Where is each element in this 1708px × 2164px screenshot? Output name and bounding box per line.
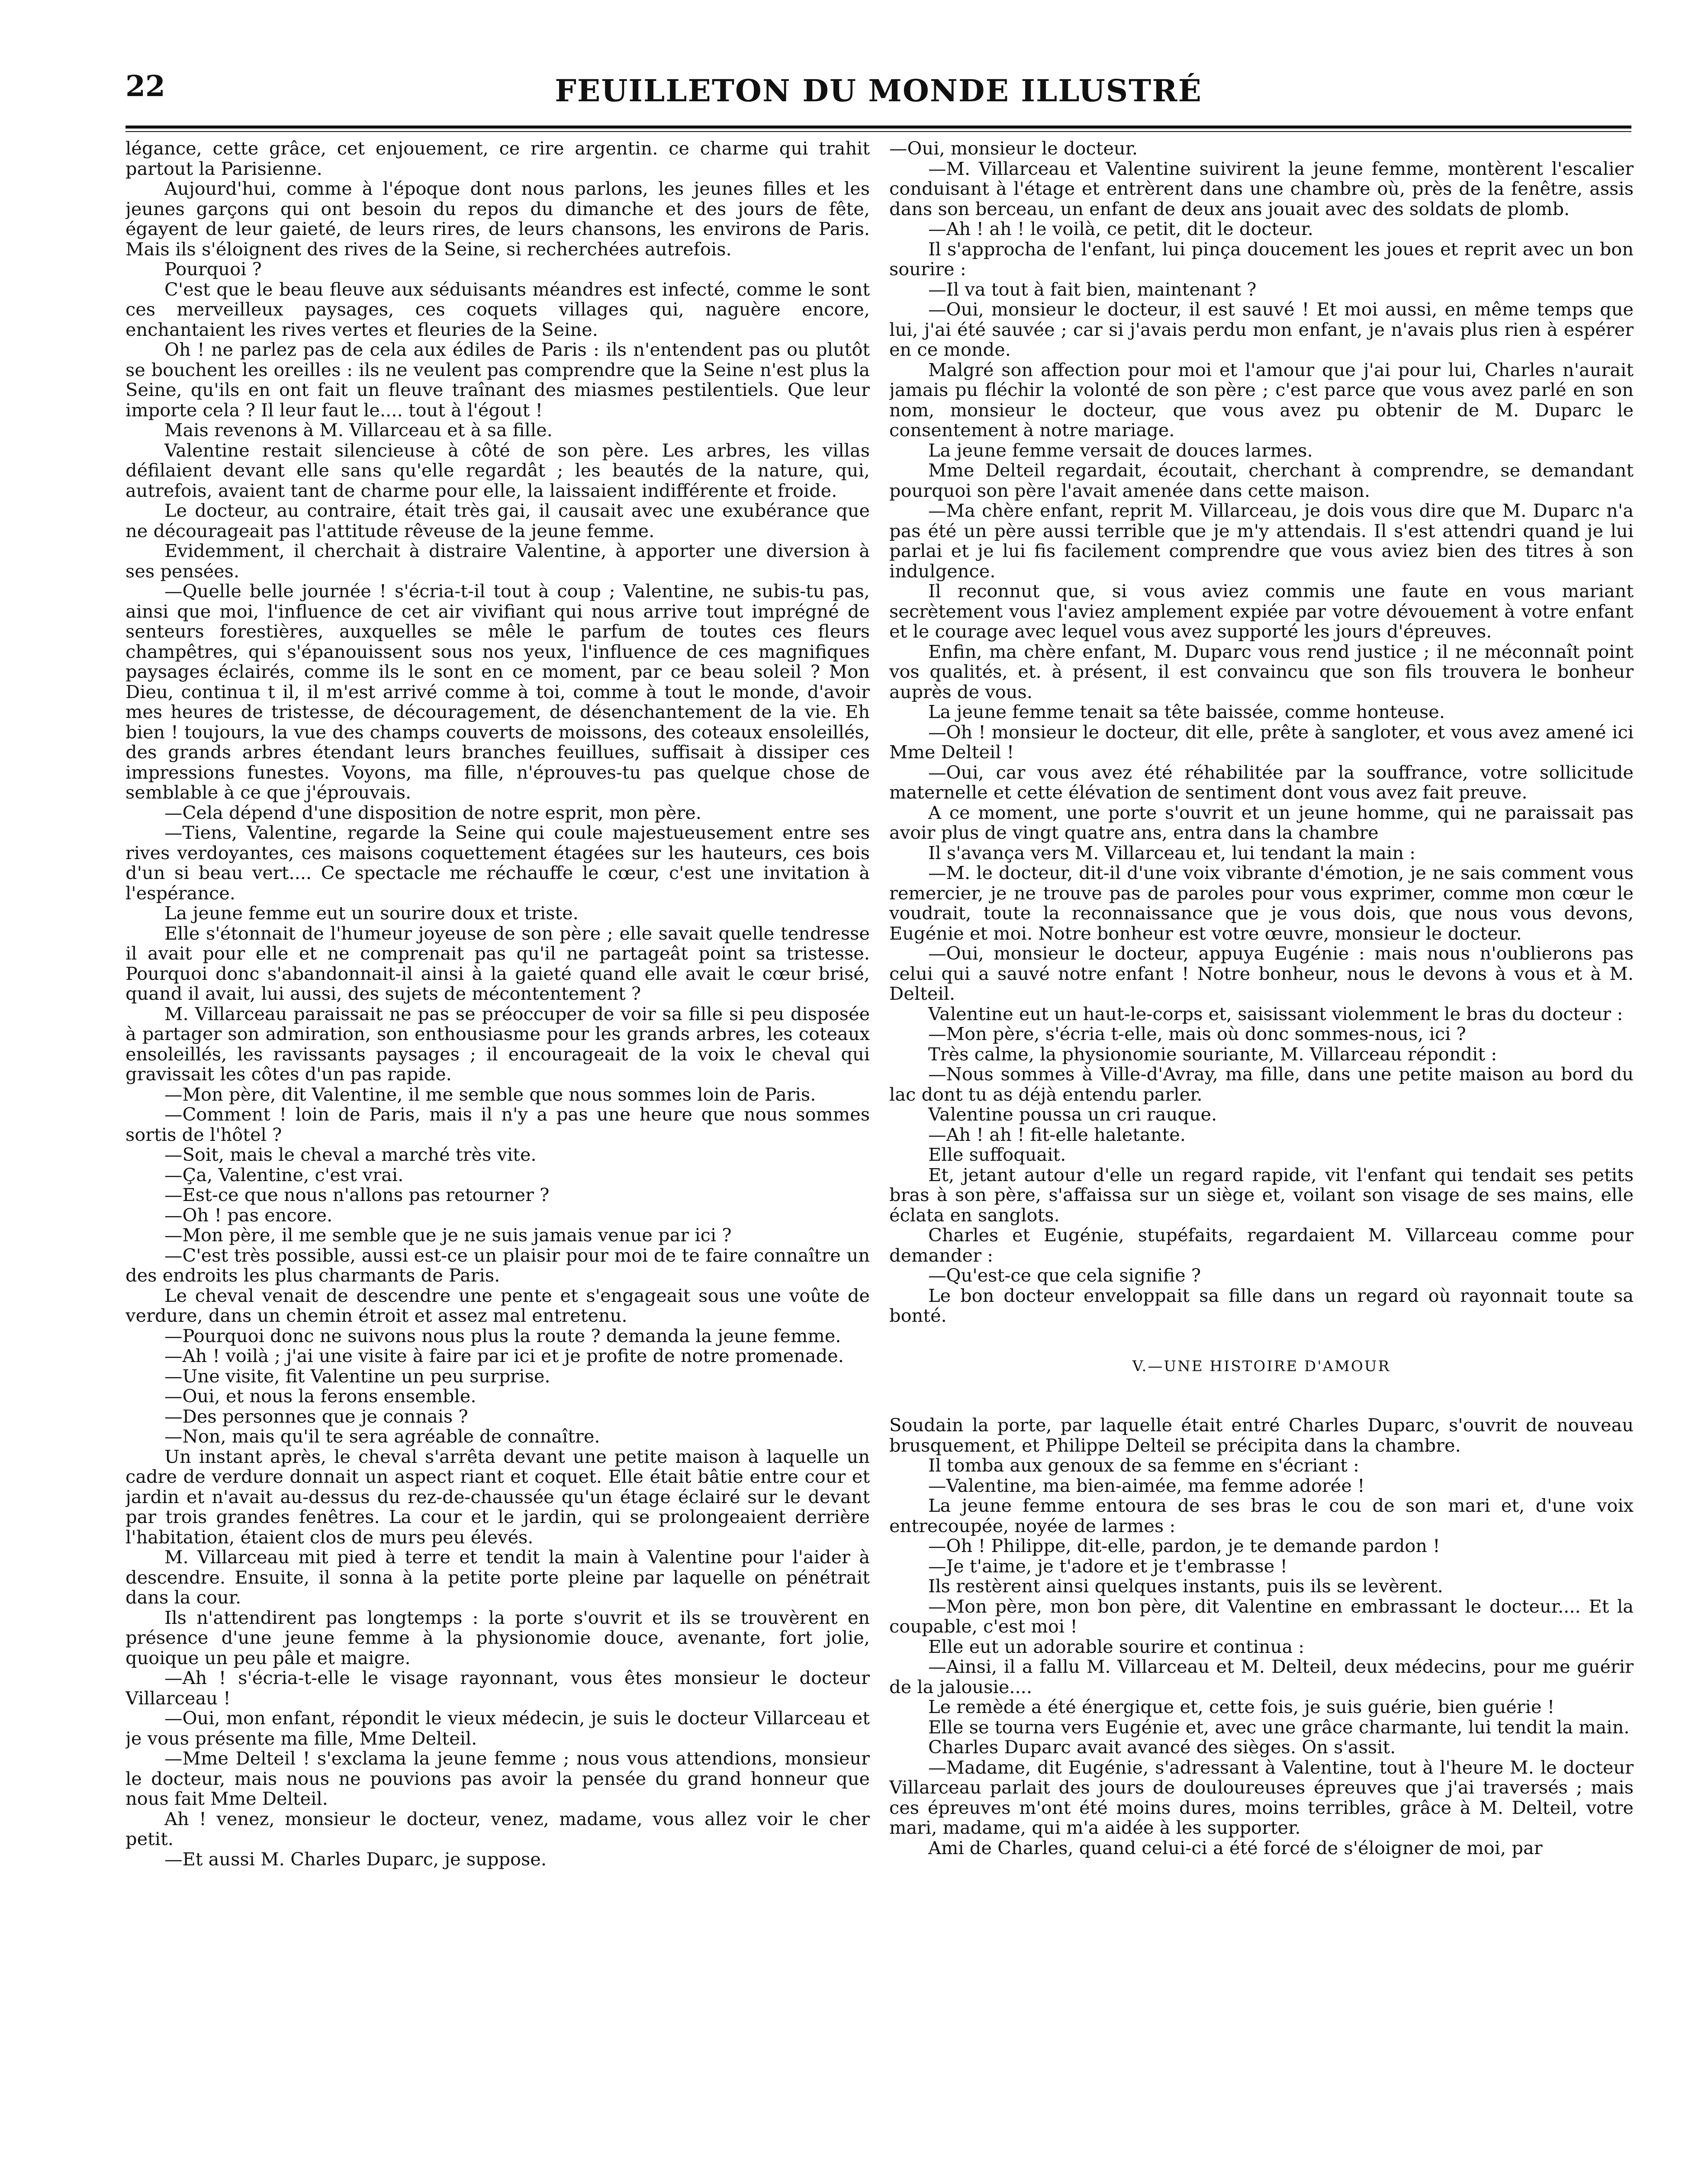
paragraph: Il s'avança vers M. Villarceau et, lui tendant la main :	[928, 842, 1416, 863]
paragraph: C'est que le beau fleuve aux séduisants méandres est infecté, comme le sont ces merveilleux paysages, ces coquets villages qui, naguère encore, enchantaient les rives vertes et fleuries de la Seine.	[125, 278, 870, 340]
paragraph: Valentine eut un haut-le-corps et, saisissant violemment le bras du docteur :	[928, 1003, 1623, 1024]
paragraph: Oh ! ne parlez pas de cela aux édiles de Paris : ils n'entendent pas ou plutôt se bouchent les oreilles : ils ne veulent pas comprendre que la Seine n'est plus la Seine, qu'ils en ont fait un fleuve traînant des miasmes pestilentiels. Que leur importe cela ? Il leur faut le.... tout à l'égout !	[125, 339, 870, 421]
right-column-part-a	[889, 138, 1634, 1326]
paragraph: —Mme Delteil ! s'exclama la jeune femme ; nous vous attendions, monsieur le docteur, mais nous ne pouvions pas avoir la pensée du grand honneur que nous fait Mme Delteil.	[125, 1748, 870, 1809]
paragraph: —Ça, Valentine, c'est vrai.	[164, 1164, 404, 1185]
paragraph: —Ah ! ah ! le voilà, ce petit, dit le docteur.	[928, 218, 1314, 239]
left-column	[125, 138, 870, 2164]
paragraph: —Est-ce que nous n'allons pas retourner ?	[164, 1184, 550, 1205]
paragraph: Il reconnut que, si vous aviez commis une faute en vous mariant secrètement vous l'aviez amplement expiée par votre dévouement à votre enfant et le courage avec lequel vous avez supporté les jours d'épreuves.	[889, 580, 1634, 642]
paragraph: —Oui, car vous avez été réhabilitée par la souffrance, votre sollicitude maternelle et cette élévation de sentiment dont vous avez fait preuve.	[889, 761, 1634, 803]
header-rule-thin	[125, 131, 1631, 132]
paragraph: M. Villarceau mit pied à terre et tendit la main à Valentine pour l'aider à descendre. Ensuite, il sonna à la petite porte pleine par laquelle on pénétrait dans la cour.	[125, 1546, 870, 1608]
paragraph: La jeune femme versait de douces larmes.	[928, 439, 1313, 461]
paragraph: Elle s'étonnait de l'humeur joyeuse de son père ; elle savait quelle tendresse il avait pour elle et ne comprenait pas qu'il ne partageât point sa tristesse. Pourquoi donc s'abandonnait-il ainsi à la gaieté quand elle avait le cœur brisé, quand il avait, lui aussi, des sujets de mécontentement ?	[125, 922, 870, 1004]
paragraph: Ami de Charles, quand celui-ci a été forcé de s'éloigner de moi, par	[928, 1837, 1543, 1858]
paragraph: Ils restèrent ainsi quelques instants, puis ils se levèrent.	[928, 1575, 1443, 1597]
paragraph: Evidemment, il cherchait à distraire Valentine, à apporter une diversion à ses pensées.	[125, 540, 870, 582]
paragraph: Charles Duparc avait avancé des sièges. On s'assit.	[928, 1736, 1396, 1758]
paragraph: M. Villarceau paraissait ne pas se préoccuper de voir sa fille si peu disposée à partager son admiration, son enthousiasme pour les grands arbres, les coteaux ensoleillés, les ravissants paysages ; il encourageait de la voix le cheval qui gravissait les côtes d'un pas rapide.	[125, 1003, 870, 1085]
paragraph: —Ah ! s'écria-t-elle le visage rayonnant, vous êtes monsieur le docteur Villarceau !	[125, 1667, 870, 1709]
paragraph: Ah ! venez, monsieur le docteur, venez, madame, vous allez voir le cher petit.	[125, 1808, 870, 1849]
paragraph: —Des personnes que je connais ?	[164, 1405, 468, 1427]
page-header	[125, 69, 1631, 126]
paragraph: —Madame, dit Eugénie, s'adressant à Valentine, tout à l'heure M. le docteur Villarceau parlait des jours de douloureuses épreuves que j'ai traversés ; mais ces épreuves m'ont été moins dures, moins terribles, grâce à M. Delteil, votre mari, madame, qui m'a aidée à les supporter.	[889, 1756, 1634, 1838]
paragraph: Elle se tourna vers Eugénie et, avec une grâce charmante, lui tendit la main.	[928, 1716, 1630, 1738]
paragraph: —Non, mais qu'il te sera agréable de connaître.	[164, 1426, 600, 1447]
right-column	[889, 138, 1634, 2164]
paragraph: —Il va tout à fait bien, maintenant ?	[928, 278, 1257, 300]
paragraph: Mais revenons à M. Villarceau et à sa fille.	[164, 419, 553, 441]
paragraph: —M. le docteur, dit-il d'une voix vibrante d'émotion, je ne sais comment vous remercier, je ne trouve pas de paroles pour vous exprimer, comme mon cœur le voudrait, toute la reconnaissance que je vous dois, que nous vous devons, Eugénie et moi. Notre bonheur est votre œuvre, monsieur le docteur.	[889, 862, 1634, 944]
page-number: 22	[125, 69, 165, 103]
paragraph: Valentine restait silencieuse à côté de son père. Les arbres, les villas défilaient devant elle sans qu'elle regardât ; les beautés de la nature, qui, autrefois, avaient tant de charme pour elle, la laissaient indifférente et froide.	[125, 439, 870, 501]
paragraph: —Nous sommes à Ville-d'Avray, ma fille, dans une petite maison au bord du lac dont tu as déjà entendu parler.	[889, 1063, 1634, 1105]
paragraph: —Oh ! Philippe, dit-elle, pardon, je te demande pardon !	[928, 1535, 1440, 1556]
paragraph: —M. Villarceau et Valentine suivirent la jeune femme, montèrent l'escalier conduisant à l'étage et entrèrent dans une chambre où, près de la fenêtre, assis dans son berceau, un enfant de deux ans jouait avec des soldats de plomb.	[889, 158, 1634, 219]
paragraph: La jeune femme entoura de ses bras le cou de son mari et, d'une voix entrecoupée, noyée de larmes :	[889, 1495, 1634, 1536]
paragraph: —Oui, monsieur le docteur.	[889, 138, 1138, 159]
paragraph: —C'est très possible, aussi est-ce un plaisir pour moi de te faire connaître un des endroits les plus charmants de Paris.	[125, 1244, 870, 1286]
paragraph: A ce moment, une porte s'ouvrit et un jeune homme, qui ne paraissait pas avoir plus de vingt quatre ans, entra dans la chambre	[889, 802, 1634, 843]
paragraph: Valentine poussa un cri rauque.	[928, 1104, 1217, 1125]
paragraph: —Mon père, mon bon père, dit Valentine en embrassant le docteur.... Et la coupable, c'est moi !	[889, 1595, 1634, 1637]
paragraph: Mme Delteil regardait, écoutait, cherchant à comprendre, se demandant pourquoi son père l'avait amenée dans cette maison.	[889, 460, 1634, 501]
paragraph: —Mon père, dit Valentine, il me semble que nous sommes loin de Paris.	[164, 1083, 816, 1105]
paragraph: Le docteur, au contraire, était très gai, il causait avec une exubérance que ne décourageait pas l'attitude rêveuse de la jeune femme.	[125, 500, 870, 541]
paragraph: —Ainsi, il a fallu M. Villarceau et M. Delteil, deux médecins, pour me guérir de la jalousie....	[889, 1656, 1634, 1697]
paragraph: Un instant après, le cheval s'arrêta devant une petite maison à laquelle un cadre de verdure donnait un aspect riant et coquet. Elle était bâtie entre cour et jardin et n'avait au-dessus du rez-de-chaussée qu'un étage éclairé sur le devant par trois grandes fenêtres. La cour et le jardin, qui se prolongeaient derrière l'habitation, étaient clos de murs peu élevés.	[125, 1446, 870, 1548]
paragraph: Très calme, la physionomie souriante, M. Villarceau répondit :	[928, 1043, 1497, 1065]
paragraph: —Oui, mon enfant, répondit le vieux médecin, je suis le docteur Villarceau et je vous présente ma fille, Mme Delteil.	[125, 1707, 870, 1749]
paragraph: —Mon père, s'écria t-elle, mais où donc sommes-nous, ici ?	[928, 1023, 1466, 1044]
paragraph: Le cheval venait de descendre une pente et s'engageait sous une voûte de verdure, dans un chemin étroit et assez mal entretenu.	[125, 1285, 870, 1326]
paragraph: —Oui, monsieur le docteur, il est sauvé ! Et moi aussi, en même temps que lui, j'ai été sauvée ; car si j'avais perdu mon enfant, je n'avais plus rien à espérer en ce monde.	[889, 299, 1634, 360]
paragraph: —Comment ! loin de Paris, mais il n'y a pas une heure que nous sommes sortis de l'hôtel ?	[125, 1104, 870, 1145]
paragraph: —Quelle belle journée ! s'écria-t-il tout à coup ; Valentine, ne subis-tu pas, ainsi que moi, l'influence de cet air vivifiant qui nous arrive tout imprégné de senteurs forestières, auxquelles se mêle le parfum de toutes ces fleurs champêtres, qui s'épanouissent sous nos yeux, l'influence de ces magnifiques paysages éclairés, comme ils le sont en ce moment, par ce beau soleil ? Mon Dieu, continua t il, il m'est arrivé comme à toi, comme à tout le monde, d'avoir mes heures de tristesse, de découragement, de désenchantement de la vie. Eh bien ! toujours, la vue des champs couverts de moissons, des coteaux ensoleillés, des grands arbres étendant leurs branches feuillues, suffisait à dissiper ces impressions funestes. Voyons, ma fille, n'éprouves-tu pas quelque chose de semblable à ce que j'éprouvais.	[125, 580, 870, 803]
paragraph: Enfin, ma chère enfant, M. Duparc vous rend justice ; il ne méconnaît point vos qualités, et. à présent, il est convaincu que son fils trouvera le bonheur auprès de vous.	[889, 641, 1634, 702]
paragraph: Il s'approcha de l'enfant, lui pinça doucement les joues et reprit avec un bon sourire :	[889, 238, 1634, 280]
paragraph: Elle suffoquait.	[928, 1144, 1066, 1165]
paragraph: Malgré son affection pour moi et l'amour que j'ai pour lui, Charles n'aurait jamais pu fléchir la volonté de son père ; c'est parce que vous avez parlé en son nom, monsieur le docteur, que vous avez pu obtenir de M. Duparc le consentement à notre mariage.	[889, 359, 1634, 441]
paragraph: La jeune femme eut un sourire doux et triste.	[164, 902, 579, 924]
paragraph: —Oh ! pas encore.	[164, 1204, 333, 1226]
paragraph: —Une visite, fit Valentine un peu surprise.	[164, 1365, 550, 1387]
paragraph: —Qu'est-ce que cela signifie ?	[928, 1265, 1201, 1286]
paragraph: —Oui, monsieur le docteur, appuya Eugénie : mais nous n'oublierons pas celui qui a sauvé notre enfant ! Notre bonheur, nous le devons à vous et à M. Delteil.	[889, 943, 1634, 1004]
paragraph: —Soit, mais le cheval a marché très vite.	[164, 1144, 537, 1165]
paragraph: —Cela dépend d'une disposition de notre esprit, mon père.	[164, 802, 701, 823]
paragraph: —Je t'aime, je t'adore et je t'embrasse !	[928, 1555, 1288, 1577]
paragraph: Le remède a été énergique et, cette fois, je suis guérie, bien guérie !	[928, 1696, 1555, 1717]
paragraph: —Ah ! voilà ; j'ai une visite à faire par ici et je profite de notre promenade.	[164, 1345, 844, 1366]
paragraph: Charles et Eugénie, stupéfaits, regardaient M. Villarceau comme pour demander :	[889, 1224, 1634, 1266]
paragraph: Elle eut un adorable sourire et continua :	[928, 1636, 1305, 1657]
paragraph: —Pourquoi donc ne suivons nous plus la route ? demanda la jeune femme.	[164, 1325, 841, 1346]
paragraph: Et, jetant autour d'elle un regard rapide, vit l'enfant qui tendait ses petits bras à son père, s'affaissa sur un siège et, voilant son visage de ses mains, elle éclata en sanglots.	[889, 1164, 1634, 1226]
paragraph: —Ma chère enfant, reprit M. Villarceau, je dois vous dire que M. Duparc n'a pas été un père aussi terrible que je m'y attendais. Il s'est attendri quand je lui parlai et je lui fis facilement comprendre que vous aviez bien des titres à son indulgence.	[889, 500, 1634, 582]
paragraph: Pourquoi ?	[164, 258, 262, 280]
paragraph: Le bon docteur enveloppait sa fille dans un regard où rayonnait toute sa bonté.	[889, 1285, 1634, 1326]
paragraph: Ils n'attendirent pas longtemps : la porte s'ouvrit et ils se trouvèrent en présence d'une jeune femme à la physionomie douce, avenante, fort jolie, quoique un peu pâle et maigre.	[125, 1607, 870, 1668]
paragraph: —Mon père, il me semble que je ne suis jamais venue par ici ?	[164, 1224, 732, 1246]
paragraph: —Tiens, Valentine, regarde la Seine qui coule majestueusement entre ses rives verdoyantes, ces maisons coquettement étagées sur les hauteurs, ces bois d'un si beau vert.... Ce spectacle me réchauffe le cœur, c'est une invitation à l'espérance.	[125, 822, 870, 904]
paragraph: —Valentine, ma bien-aimée, ma femme adorée !	[928, 1475, 1365, 1496]
section-heading: V.—UNE HISTOIRE D'AMOUR	[1132, 1357, 1391, 1375]
header-rule-thick	[125, 126, 1631, 129]
paragraph: Aujourd'hui, comme à l'époque dont nous parlons, les jeunes filles et les jeunes garçons qui ont besoin du repos du dimanche et des jours de fête, égayent de leur gaieté, de leurs rires, de leurs chansons, les environs de Paris. Mais ils s'éloignent des rives de la Seine, si recherchées autrefois.	[125, 178, 870, 260]
running-title: FEUILLETON DU MONDE ILLUSTRÉ	[555, 73, 1202, 109]
paragraph: Il tomba aux genoux de sa femme en s'écriant :	[928, 1455, 1359, 1476]
paragraph: —Ah ! ah ! fit-elle haletante.	[928, 1124, 1186, 1145]
paragraph: —Oh ! monsieur le docteur, dit elle, prête à sangloter, et vous avez amené ici Mme Delteil !	[889, 721, 1634, 763]
right-column-part-b	[889, 1415, 1634, 1858]
paragraph: Soudain la porte, par laquelle était entré Charles Duparc, s'ouvrit de nouveau brusquement, et Philippe Delteil se précipita dans la chambre.	[889, 1414, 1634, 1456]
paragraph: légance, cette grâce, cet enjouement, ce rire argentin. ce charme qui trahit partout la Parisienne.	[125, 138, 870, 179]
paragraph: —Oui, et nous la ferons ensemble.	[164, 1385, 476, 1407]
paragraph: La jeune femme tenait sa tête baissée, comme honteuse.	[928, 701, 1445, 722]
paragraph: —Et aussi M. Charles Duparc, je suppose.	[164, 1848, 547, 1870]
